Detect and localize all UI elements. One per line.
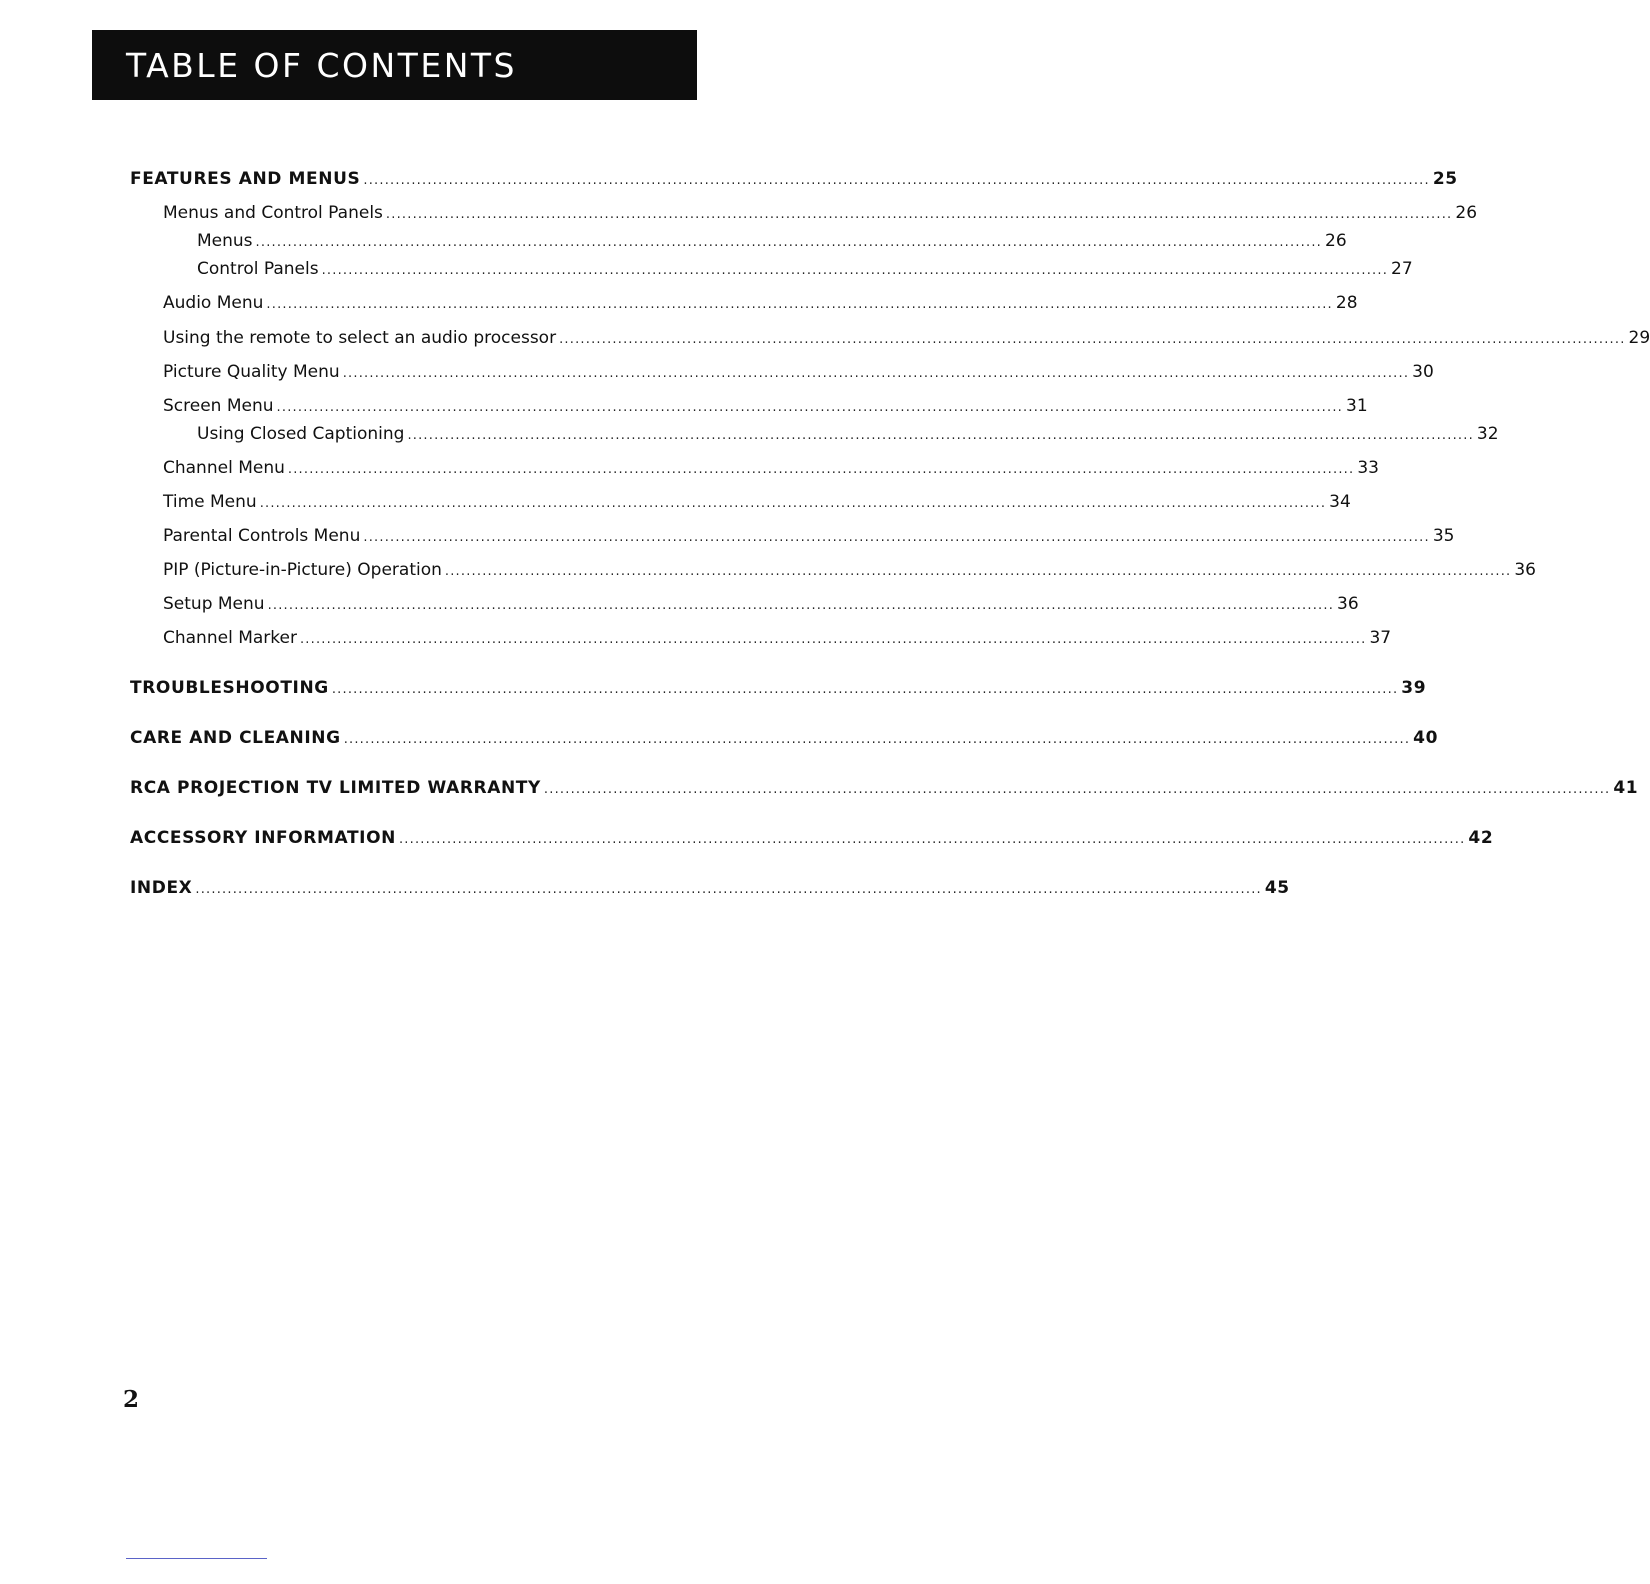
toc-entry-page: 45 <box>1264 878 1290 898</box>
toc-entry <box>163 457 1379 481</box>
toc-dot-leader: ........................................................................................................................................................................................................ <box>266 297 1333 312</box>
toc-entry-label: Menus <box>197 231 253 251</box>
toc-section <box>130 777 1639 801</box>
toc-entry-page: 36 <box>1337 594 1359 614</box>
toc-dot-leader: ........................................................................................................................................................................................................ <box>321 263 1389 278</box>
toc-dot-leader: ........................................................................................................................................................................................................ <box>407 428 1474 443</box>
toc-dot-leader: ........................................................................................................................................................................................................ <box>398 832 1466 847</box>
toc-entry <box>163 361 1434 385</box>
toc-dot-leader: ........................................................................................................................................................................................................ <box>343 732 1411 747</box>
toc-entry-label: ACCESSORY INFORMATION <box>130 828 396 848</box>
toc-dot-leader: ........................................................................................................................................................................................................ <box>255 235 1323 250</box>
toc-entry <box>197 230 1347 254</box>
toc-dot-leader: ........................................................................................................................................................................................................ <box>363 173 1430 188</box>
toc-dot-leader: ........................................................................................................................................................................................................ <box>299 632 1367 647</box>
toc-entry-label: CARE AND CLEANING <box>130 728 341 748</box>
toc-entry-label: Menus and Control Panels <box>163 203 383 223</box>
toc-entry-label: Picture Quality Menu <box>163 362 340 382</box>
toc-entry-label: Using the remote to select an audio processor <box>163 328 557 348</box>
toc-entry-label: TROUBLESHOOTING <box>130 678 329 698</box>
toc-entry <box>163 627 1392 651</box>
toc-entry-label: Audio Menu <box>163 293 264 313</box>
toc-entry-label: INDEX <box>130 878 193 898</box>
toc-entry <box>163 559 1536 583</box>
toc-section <box>130 827 1494 851</box>
toc-entry <box>163 593 1359 617</box>
toc-section <box>130 168 1458 192</box>
toc-entry-label: FEATURES AND MENUS <box>130 169 361 189</box>
page-number: 2 <box>123 1386 140 1413</box>
toc-entry-label: Parental Controls Menu <box>163 526 361 546</box>
toc-entry-page: 42 <box>1468 828 1494 848</box>
toc-dot-leader: ........................................................................................................................................................................................................ <box>444 564 1512 579</box>
toc-dot-leader: ........................................................................................................................................................................................................ <box>543 782 1611 797</box>
toc-entry-page: 41 <box>1613 778 1639 798</box>
toc-entry <box>197 423 1499 447</box>
toc-entry-page: 30 <box>1412 362 1434 382</box>
toc-dot-leader: ........................................................................................................................................................................................................ <box>195 882 1262 897</box>
toc-section <box>130 877 1290 901</box>
toc-dot-leader: ........................................................................................................................................................................................................ <box>363 530 1430 545</box>
toc-dot-leader: ........................................................................................................................................................................................................ <box>276 400 1343 415</box>
toc-entry-label: Channel Menu <box>163 458 285 478</box>
toc-entry <box>163 202 1478 226</box>
toc-entry-page: 27 <box>1391 259 1413 279</box>
toc-section <box>130 677 1427 701</box>
toc-entry <box>163 491 1351 515</box>
toc-entry-page: 32 <box>1476 424 1499 444</box>
toc-entry-page: 29 <box>1628 328 1650 348</box>
toc-entry-label: Using Closed Captioning <box>197 424 405 444</box>
toc-entry <box>163 525 1455 549</box>
toc-entry <box>197 258 1413 282</box>
page-title: TABLE OF CONTENTS <box>126 45 517 85</box>
toc-entry-page: 40 <box>1413 728 1439 748</box>
toc-entry-label: Control Panels <box>197 259 319 279</box>
toc-section <box>130 727 1439 751</box>
toc-dot-leader: ........................................................................................................................................................................................................ <box>287 462 1355 477</box>
toc-entry-page: 26 <box>1325 231 1347 251</box>
toc-entry-page: 37 <box>1369 628 1392 648</box>
toc-entry-label: PIP (Picture-in-Picture) Operation <box>163 560 442 580</box>
toc-entry-page: 31 <box>1346 396 1368 416</box>
toc-entry-label: RCA PROJECTION TV LIMITED WARRANTY <box>130 778 541 798</box>
toc-entry-page: 26 <box>1455 203 1478 223</box>
toc-entry-label: Time Menu <box>163 492 257 512</box>
toc-entry-page: 39 <box>1401 678 1427 698</box>
toc-entry-page: 25 <box>1432 169 1458 189</box>
toc-dot-leader: ........................................................................................................................................................................................................ <box>259 496 1327 511</box>
toc-dot-leader: ........................................................................................................................................................................................................ <box>342 366 1410 381</box>
toc-dot-leader: ........................................................................................................................................................................................................ <box>385 207 1453 222</box>
toc-entry-label: Channel Marker <box>163 628 297 648</box>
toc-entry-label: Screen Menu <box>163 396 274 416</box>
toc-entry <box>163 395 1368 419</box>
bottom-rule <box>126 1558 267 1559</box>
toc-entry-page: 33 <box>1357 458 1379 478</box>
toc-dot-leader: ........................................................................................................................................................................................................ <box>559 332 1626 347</box>
toc-dot-leader: ........................................................................................................................................................................................................ <box>331 682 1399 697</box>
toc-entry-page: 34 <box>1329 492 1351 512</box>
toc-entry-page: 36 <box>1514 560 1536 580</box>
toc-entry-page: 28 <box>1335 293 1358 313</box>
toc-entry-page: 35 <box>1432 526 1455 546</box>
toc-dot-leader: ........................................................................................................................................................................................................ <box>267 598 1335 613</box>
toc-entry-label: Setup Menu <box>163 594 265 614</box>
toc-entry <box>163 292 1358 316</box>
toc-entry <box>163 327 1650 351</box>
